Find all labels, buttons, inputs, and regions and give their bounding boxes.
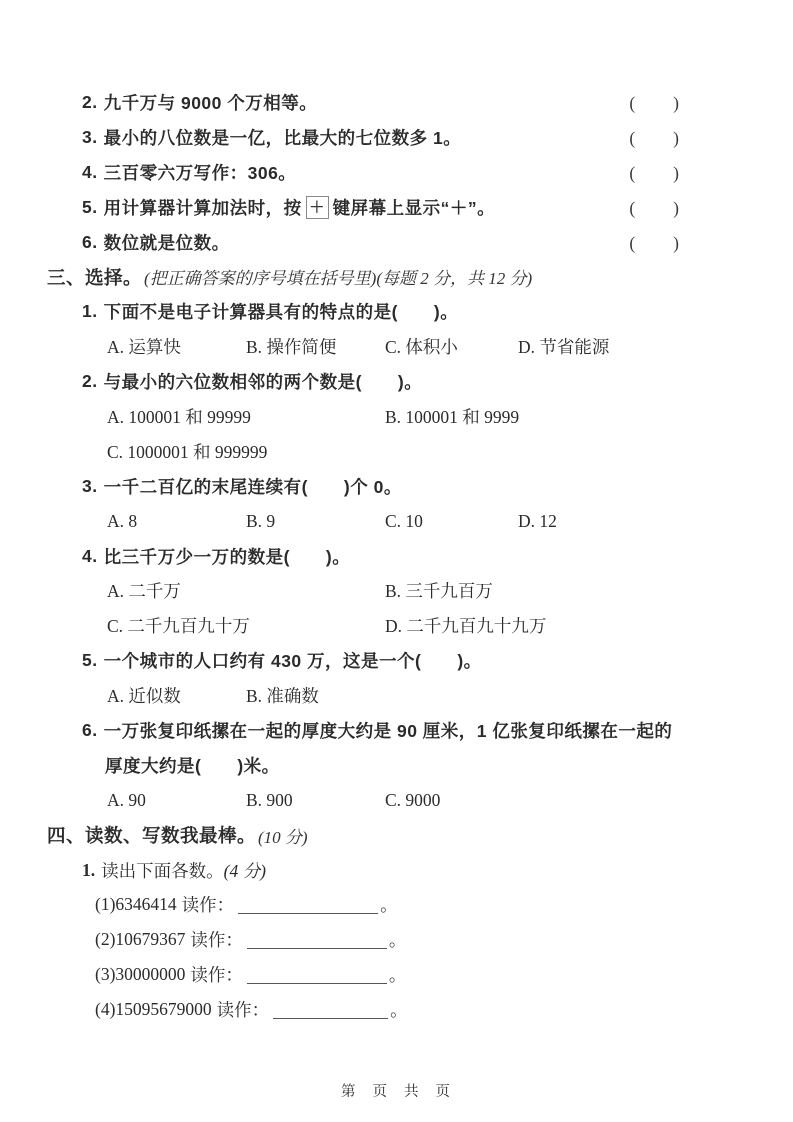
item-text: 九千万与 9000 个万相等。 — [103, 92, 318, 113]
worksheet-content — [47, 85, 680, 1027]
question-stem — [82, 364, 680, 399]
read-line — [95, 922, 680, 957]
item-number: 4. — [82, 161, 98, 182]
read-label: (3) — [95, 964, 116, 985]
item-text: 数位就是位数。 — [103, 232, 230, 253]
option: A. 100001 和 99999 — [107, 406, 251, 427]
question-stem — [82, 643, 680, 678]
judgement-item — [82, 120, 680, 155]
option: C. 10 — [385, 510, 423, 531]
section3-title: 三、选择。 — [47, 266, 143, 288]
section3-header — [47, 259, 680, 294]
answer-bracket: ( ) — [629, 197, 680, 218]
option: B. 100001 和 9999 — [385, 406, 520, 427]
question-text: 比三千万少一万的数是( )。 — [103, 546, 351, 567]
option: A. 近似数 — [107, 686, 181, 707]
question-number: 6. — [82, 719, 98, 740]
subquestion-stem — [82, 853, 680, 888]
answer-blank — [273, 1001, 388, 1019]
option: A. 二千万 — [107, 581, 181, 602]
item-number: 5. — [82, 196, 98, 217]
read-period: 。 — [388, 965, 407, 986]
judgement-item — [82, 85, 680, 120]
option: C. 体积小 — [385, 337, 458, 358]
question-stem — [82, 539, 680, 574]
option: B. 900 — [246, 789, 293, 810]
read-line — [95, 992, 680, 1027]
options-row — [107, 434, 680, 469]
question-text: 一个城市的人口约有 430 万，这是一个( )。 — [103, 651, 482, 672]
judgement-item — [82, 155, 680, 190]
options-row — [107, 329, 680, 364]
answer-blank — [247, 931, 387, 949]
option: A. 运算快 — [107, 337, 181, 358]
option: B. 9 — [246, 510, 276, 531]
option: A. 8 — [107, 510, 138, 531]
options-row — [107, 504, 680, 539]
question-text: 一万张复印纸摞在一起的厚度大约是 90 厘米，1 亿张复印纸摞在一起的 — [103, 720, 673, 741]
option: B. 操作简便 — [246, 337, 337, 358]
question-number: 3. — [82, 475, 98, 496]
question-stem — [82, 294, 680, 329]
read-period: 。 — [388, 930, 407, 951]
options-row — [107, 608, 680, 643]
question-stem — [82, 713, 680, 748]
plus-key-icon: ＋ — [306, 196, 329, 219]
question-text: 一千二百亿的末尾连续有( )个 0。 — [103, 476, 402, 497]
options-row — [107, 399, 680, 434]
question-stem — [82, 469, 680, 504]
read-period: 。 — [390, 1000, 408, 1021]
read-line — [95, 957, 680, 992]
section3-note: (把正确答案的序号填在括号里)(每题 2 分，共 12 分) — [144, 269, 533, 289]
item-text: 三百零六万写作：306。 — [103, 162, 297, 183]
option: B. 三千九百万 — [385, 581, 493, 602]
read-prompt: 读作： — [190, 965, 243, 986]
read-number: 30000000 — [115, 964, 186, 985]
options-row — [107, 783, 680, 818]
option: C. 二千九百九十万 — [107, 616, 250, 637]
options-row — [107, 678, 680, 713]
subquestion-text: 读出下面各数。 — [101, 860, 224, 881]
option: C. 1000001 和 999999 — [107, 441, 268, 462]
question-text: 下面不是电子计算器具有的特点的是( )。 — [103, 302, 459, 323]
answer-bracket: ( ) — [629, 232, 680, 253]
option: C. 9000 — [385, 789, 441, 810]
answer-bracket: ( ) — [629, 162, 680, 183]
question-text: 厚度大约是( )米。 — [105, 755, 280, 776]
answer-bracket: ( ) — [629, 127, 680, 148]
judgement-item — [82, 225, 680, 260]
option: D. 节省能源 — [518, 337, 610, 358]
judgement-item — [82, 190, 680, 225]
subquestion-score: (4 分) — [223, 860, 266, 881]
read-number: 15095679000 — [115, 999, 212, 1020]
question-number: 4. — [82, 545, 98, 566]
read-number: 6346414 — [115, 894, 177, 915]
question-number: 1. — [82, 301, 98, 322]
section4-header — [47, 818, 680, 853]
read-line — [95, 887, 680, 922]
read-label: (1) — [95, 894, 116, 915]
answer-blank — [238, 896, 378, 914]
item-text-after: 键屏幕上显示“＋”。 — [332, 197, 496, 218]
read-label: (4) — [95, 999, 116, 1020]
item-text: 最小的八位数是一亿，比最大的七位数多 1。 — [103, 127, 462, 148]
option: B. 准确数 — [246, 686, 319, 707]
question-number: 5. — [82, 650, 98, 671]
option: D. 12 — [518, 510, 557, 531]
subquestion-number: 1. — [82, 859, 96, 880]
question-number: 2. — [82, 371, 98, 392]
read-prompt: 读作： — [216, 1000, 270, 1021]
option: D. 二千九百九十九万 — [385, 616, 547, 637]
question-stem-continued — [105, 748, 680, 783]
item-text-before: 用计算器计算加法时，按 — [103, 197, 302, 218]
read-prompt: 读作： — [181, 895, 235, 916]
answer-blank — [247, 966, 387, 984]
answer-bracket: ( ) — [629, 92, 680, 113]
read-number: 10679367 — [115, 929, 186, 950]
section4-score: (10 分) — [258, 827, 308, 847]
section4-title: 四、读数、写数我最棒。 — [47, 825, 257, 847]
item-number: 6. — [82, 231, 98, 252]
item-number: 3. — [82, 126, 98, 147]
read-label: (2) — [95, 929, 116, 950]
read-prompt: 读作： — [190, 930, 243, 951]
option: A. 90 — [107, 789, 146, 810]
options-row — [107, 573, 680, 608]
question-text: 与最小的六位数相邻的两个数是( )。 — [103, 372, 423, 393]
read-period: 。 — [380, 895, 398, 916]
page-footer: 第 页 共 页 — [340, 1084, 453, 1100]
item-number: 2. — [82, 91, 98, 112]
